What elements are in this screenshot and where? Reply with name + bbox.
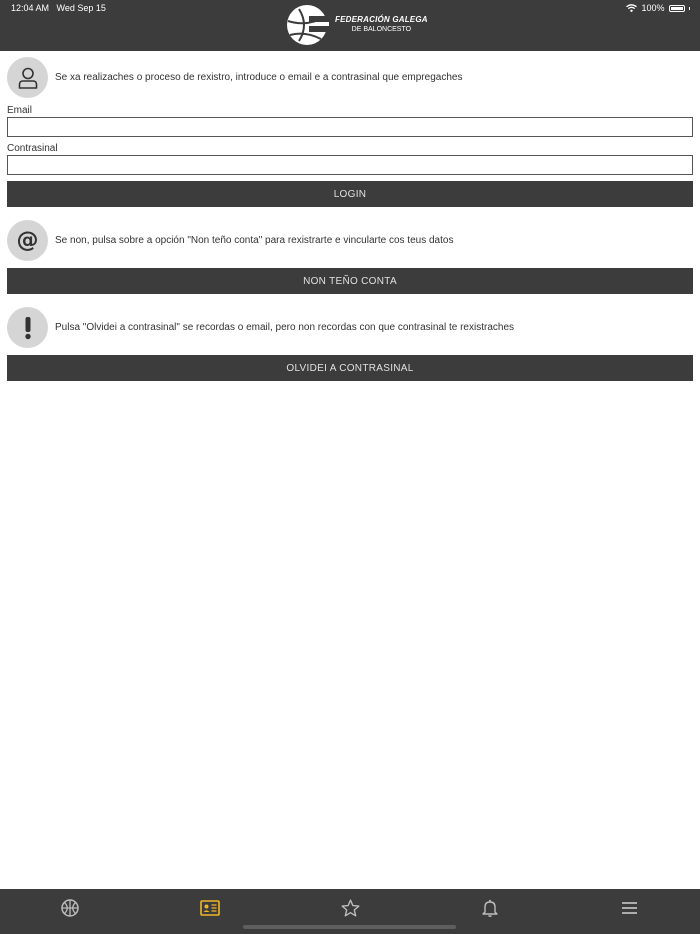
status-time: 12:04 AM Wed Sep 15 <box>11 3 106 13</box>
login-info-row <box>7 57 462 98</box>
basketball-icon <box>61 899 79 917</box>
wifi-icon <box>626 4 637 12</box>
logo-title: FEDERACIÓN GALEGA <box>335 15 428 24</box>
register-info-text: Se non, pulsa sobre a opción "Non teño conta" para rexistrarte e vincularte cos teus datos <box>55 235 454 246</box>
app-header <box>0 0 700 51</box>
forgot-info-row <box>7 307 514 348</box>
federation-logo <box>285 3 428 47</box>
menu-icon <box>621 901 638 915</box>
user-icon <box>7 57 48 98</box>
forgot-password-button[interactable]: OLVIDEI A CONTRASINAL <box>7 355 693 381</box>
tab-favorites[interactable] <box>330 897 370 919</box>
battery-percent: 100% <box>641 3 665 13</box>
logo-subtitle: DE BALONCESTO <box>351 26 412 33</box>
at-sign-icon: @ <box>7 220 48 261</box>
status-indicators <box>626 3 690 13</box>
tab-notifications[interactable] <box>470 897 510 919</box>
exclamation-icon <box>7 307 48 348</box>
password-label: Contrasinal <box>7 143 58 154</box>
bell-icon <box>482 899 498 917</box>
login-button[interactable]: LOGIN <box>7 181 693 207</box>
register-info-row <box>7 220 453 261</box>
home-indicator <box>243 925 456 929</box>
no-account-button[interactable]: NON TEÑO CONTA <box>7 268 693 294</box>
forgot-info-text: Pulsa "Olvidei a contrasinal" se recordas o email, pero non recordas con que contrasinal te rexistraches <box>55 322 514 333</box>
tab-profile[interactable] <box>190 897 230 919</box>
logo-ball-icon <box>285 3 329 47</box>
tab-menu[interactable] <box>609 897 649 919</box>
login-info-text: Se xa realizaches o proceso de rexistro, introduce o email e a contrasinal que empregaches <box>55 72 463 83</box>
email-field[interactable] <box>7 117 693 137</box>
tab-basketball[interactable] <box>50 897 90 919</box>
battery-icon <box>669 5 685 12</box>
star-icon <box>341 899 360 917</box>
email-label: Email <box>7 105 33 116</box>
id-card-icon <box>200 900 220 916</box>
password-field[interactable] <box>7 155 693 175</box>
